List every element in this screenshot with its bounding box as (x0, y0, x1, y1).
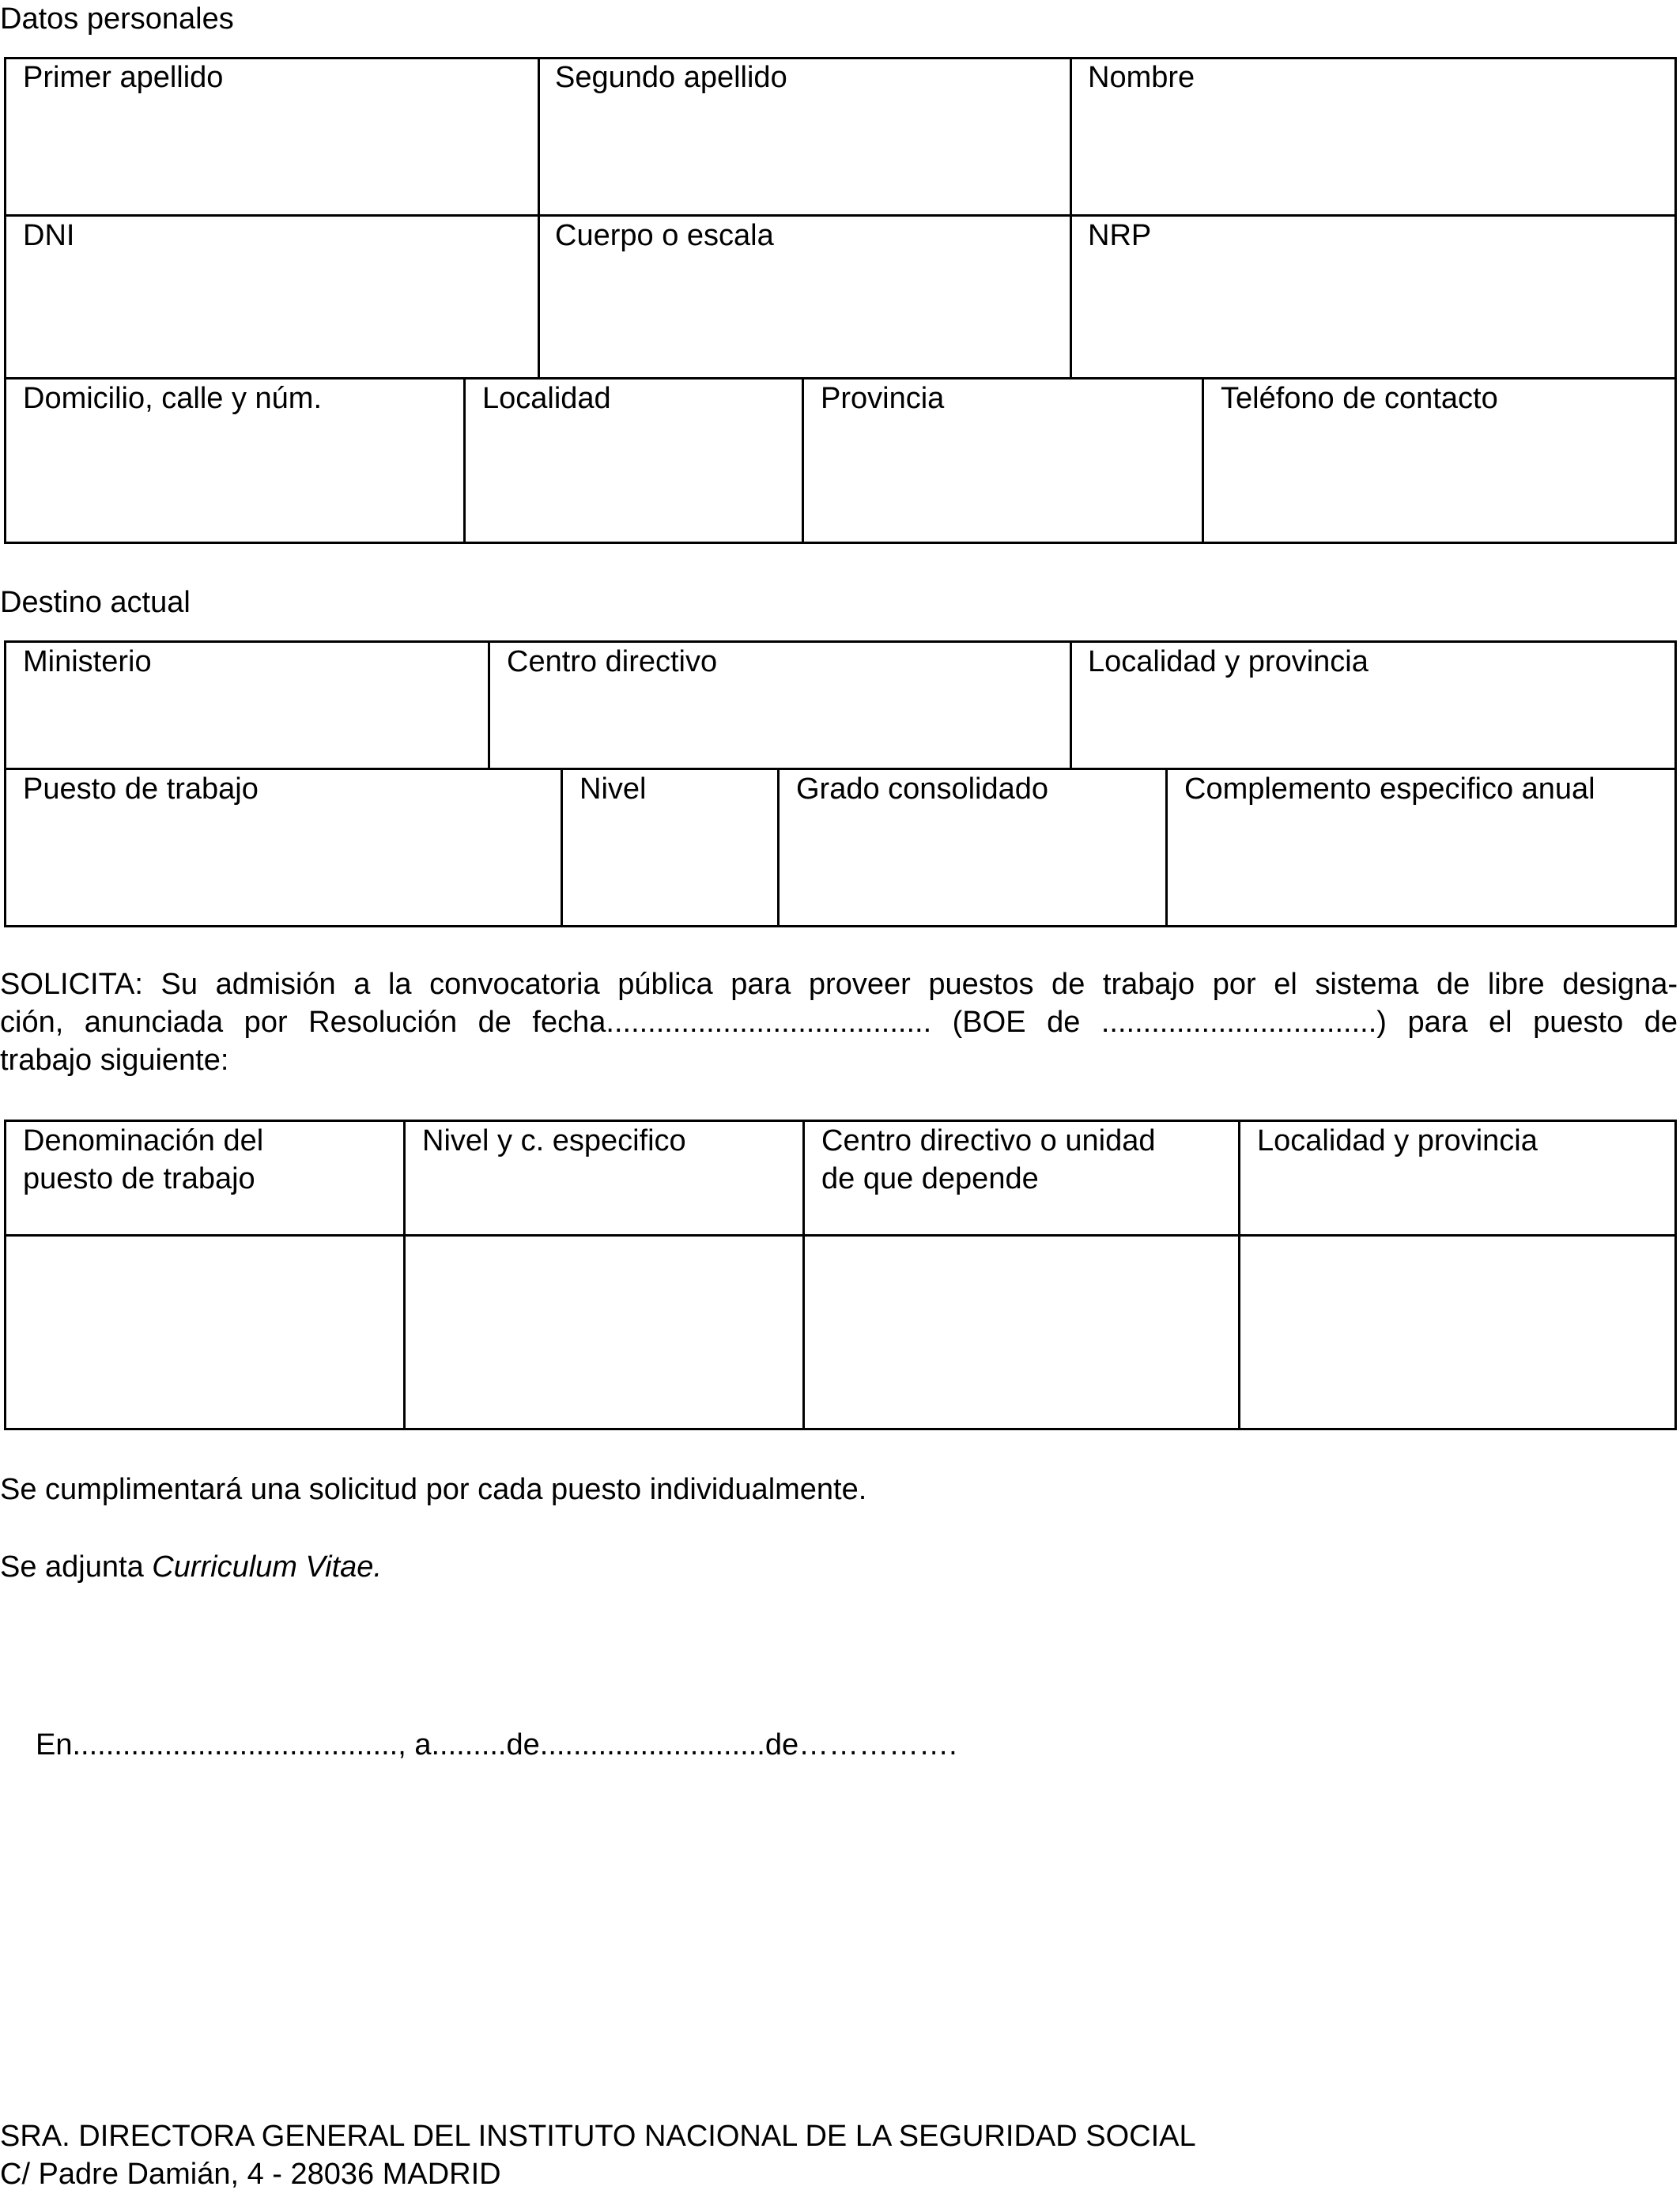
label-telefono: Teléfono de contacto (1221, 382, 1498, 415)
label-primer-apellido: Primer apellido (23, 61, 224, 94)
table-divider (463, 377, 466, 544)
table-divider (802, 377, 804, 544)
label-dni: DNI (23, 219, 75, 252)
solicita-line: ción, anunciada por Resolución de fecha....................................... (BOE de .................................) para el puesto de (0, 1006, 1678, 1039)
label-nombre: Nombre (1088, 61, 1195, 94)
footer-address: C/ Padre Damián, 4 - 28036 MADRID (0, 2158, 501, 2191)
nrp-field[interactable] (1088, 269, 1660, 349)
table-divider (538, 57, 540, 380)
label-complemento-especifico: Complemento especifico anual (1184, 772, 1595, 806)
ministerio-field[interactable] (23, 688, 477, 761)
note-curriculum-italic: Curriculum Vitae. (152, 1550, 382, 1584)
section-title-datos-personales: Datos personales (0, 2, 234, 36)
signature-place-date-line: En......................................., a.........de...........................de……………. (36, 1728, 957, 1762)
segundo-apellido-field[interactable] (555, 111, 1056, 183)
label-nrp: NRP (1088, 219, 1152, 252)
primer-apellido-field[interactable] (23, 111, 524, 183)
complemento-especifico-field[interactable] (1184, 822, 1662, 911)
label-nivel: Nivel (580, 772, 647, 806)
table-divider (777, 768, 780, 927)
localidad-provincia-field[interactable] (1088, 688, 1660, 761)
table-divider (1070, 57, 1072, 380)
label-domicilio: Domicilio, calle y núm. (23, 382, 322, 415)
footer-addressee: SRA. DIRECTORA GENERAL DEL INSTITUTO NACIONAL DE LA SEGURIDAD SOCIAL (0, 2120, 1196, 2153)
table-divider (1165, 768, 1168, 927)
note-curriculum (0, 1548, 382, 1586)
header-line: Localidad y provincia (1257, 1124, 1538, 1157)
cuerpo-escala-field[interactable] (555, 269, 1056, 349)
label-ministerio: Ministerio (23, 645, 152, 678)
domicilio-field[interactable] (23, 432, 453, 520)
header-centro-directivo-unidad (821, 1122, 1155, 1198)
label-puesto-trabajo: Puesto de trabajo (23, 772, 259, 806)
table-divider (1238, 1120, 1240, 1430)
header-line: Nivel y c. especifico (422, 1124, 686, 1157)
table-divider (403, 1120, 406, 1430)
header-line: Denominación del (23, 1124, 264, 1157)
puesto-trabajo-field[interactable] (23, 822, 548, 911)
solicita-line: trabajo siguiente: (0, 1044, 229, 1077)
table-divider (1070, 640, 1072, 770)
label-centro-directivo: Centro directivo (507, 645, 718, 678)
table-divider (561, 768, 563, 927)
table-divider (802, 1120, 805, 1430)
table-divider (4, 1234, 1677, 1237)
section-title-destino-actual: Destino actual (0, 586, 191, 619)
header-line: puesto de trabajo (23, 1162, 255, 1195)
header-nivel-especifico (422, 1122, 686, 1160)
table-divider (1202, 377, 1204, 544)
solicita-line: SOLICITA: Su admisión a la convocatoria pública para proveer puestos de trabajo por el sistema de libre designa- (0, 968, 1678, 1001)
nivel-especifico-field[interactable] (415, 1245, 798, 1422)
table-divider (4, 214, 1677, 217)
denominacion-puesto-field[interactable] (16, 1245, 398, 1422)
label-grado-consolidado: Grado consolidado (796, 772, 1048, 806)
table-divider (488, 640, 490, 770)
label-localidad: Localidad (482, 382, 611, 415)
header-line: Centro directivo o unidad (821, 1124, 1156, 1157)
note-curriculum-prefix: Se adjunta (0, 1550, 153, 1584)
provincia-field[interactable] (821, 432, 1187, 520)
nivel-field[interactable] (580, 822, 764, 911)
label-localidad-provincia: Localidad y provincia (1088, 645, 1369, 678)
dni-field[interactable] (23, 269, 524, 349)
header-localidad-provincia (1257, 1122, 1538, 1160)
nombre-field[interactable] (1088, 111, 1660, 183)
label-cuerpo-escala: Cuerpo o escala (555, 219, 774, 252)
solicita-paragraph (0, 965, 1678, 1079)
header-line: de que depende (821, 1162, 1039, 1195)
grado-consolidado-field[interactable] (796, 822, 1155, 911)
telefono-field[interactable] (1221, 432, 1659, 520)
localidad-field[interactable] (482, 432, 786, 520)
label-segundo-apellido: Segundo apellido (555, 61, 787, 94)
label-provincia: Provincia (821, 382, 945, 415)
note-una-solicitud: Se cumplimentará una solicitud por cada puesto individualmente. (0, 1473, 867, 1506)
centro-directivo-unidad-field[interactable] (814, 1245, 1233, 1422)
centro-directivo-field[interactable] (507, 688, 1055, 761)
header-denominacion-puesto (23, 1122, 263, 1198)
localidad-provincia-puesto-field[interactable] (1250, 1245, 1668, 1422)
